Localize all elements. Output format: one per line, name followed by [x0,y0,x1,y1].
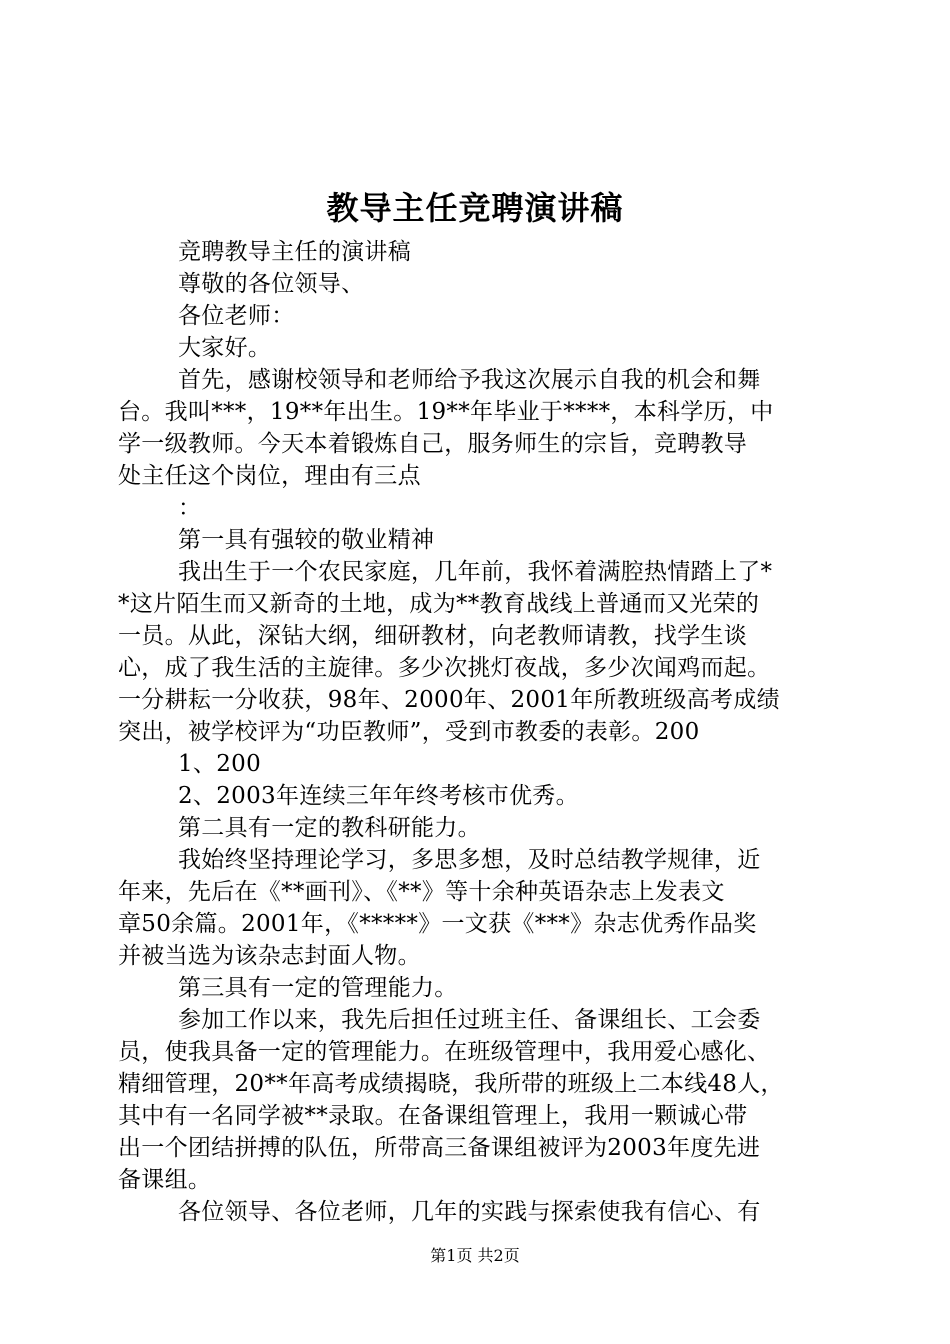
text-line: 并被当选为该杂志封面人物。 [118,943,421,969]
text-line: 一员。从此，深钻大纲，细研教材，向老教师请教，找学生谈 [118,623,748,649]
text-line: 章50余篇。2001年，《*****》一文获《***》杂志优秀作品奖 [118,911,757,937]
text-line: 竞聘教导主任的演讲稿 [178,239,411,265]
text-line: 年来，先后在《**画刊》、《**》等十余种英语杂志上发表文 [118,879,725,905]
text-line: 出一个团结拼搏的队伍，所带高三备课组被评为2003年度先进 [118,1135,761,1161]
text-line: 参加工作以来，我先后担任过班主任、备课组长、工会委 [178,1007,761,1033]
text-line: 突出，被学校评为“功臣教师”，受到市教委的表彰。200 [118,719,700,745]
text-line: 第二具有一定的教科研能力。 [178,815,481,841]
text-line: ： [178,495,202,521]
document-body [118,236,840,1228]
text-line: 1、200 [178,751,262,777]
text-line: 我出生于一个农民家庭，几年前，我怀着满腔热情踏上了* [178,559,773,585]
text-line: 各位领导、各位老师，几年的实践与探索使我有信心、有 [178,1199,761,1225]
text-line: 一分耕耘一分收获，98年、2000年、2001年所教班级高考成绩 [118,687,780,713]
text-line: 各位老师： [178,303,295,329]
text-line: 大家好。 [178,335,272,361]
text-line: 第一具有强较的敬业精神 [178,527,435,553]
text-line: 精细管理，20**年高考成绩揭晓，我所带的班级上二本线48人， [118,1071,784,1097]
text-line: 首先，感谢校领导和老师给予我这次展示自我的机会和舞 [178,367,761,393]
text-line: 其中有一名同学被**录取。在备课组管理上，我用一颗诚心带 [118,1103,748,1129]
text-line: 学一级教师。今天本着锻炼自己，服务师生的宗旨，竞聘教导 [118,431,748,457]
text-line: 台。我叫***，19**年出生。19**年毕业于****，本科学历，中 [118,399,774,425]
text-line: 我始终坚持理论学习，多思多想，及时总结教学规律，近 [178,847,761,873]
text-line: 处主任这个岗位，理由有三点 [118,463,421,489]
text-line: 心，成了我生活的主旋律。多少次挑灯夜战，多少次闻鸡而起。 [118,655,771,681]
text-line: 备课组。 [118,1167,212,1193]
text-line: 2、2003年连续三年年终考核市优秀。 [178,783,579,809]
text-line: 第三具有一定的管理能力。 [178,975,458,1001]
text-line: *这片陌生而又新奇的土地，成为**教育战线上普通而又光荣的 [118,591,760,617]
text-line: 员，使我具备一定的管理能力。在班级管理中，我用爱心感化、 [118,1039,771,1065]
page-footer: 第1页 共2页 [430,1246,520,1265]
document-title: 教导主任竞聘演讲稿 [326,189,624,227]
text-line: 尊敬的各位领导、 [178,271,365,297]
